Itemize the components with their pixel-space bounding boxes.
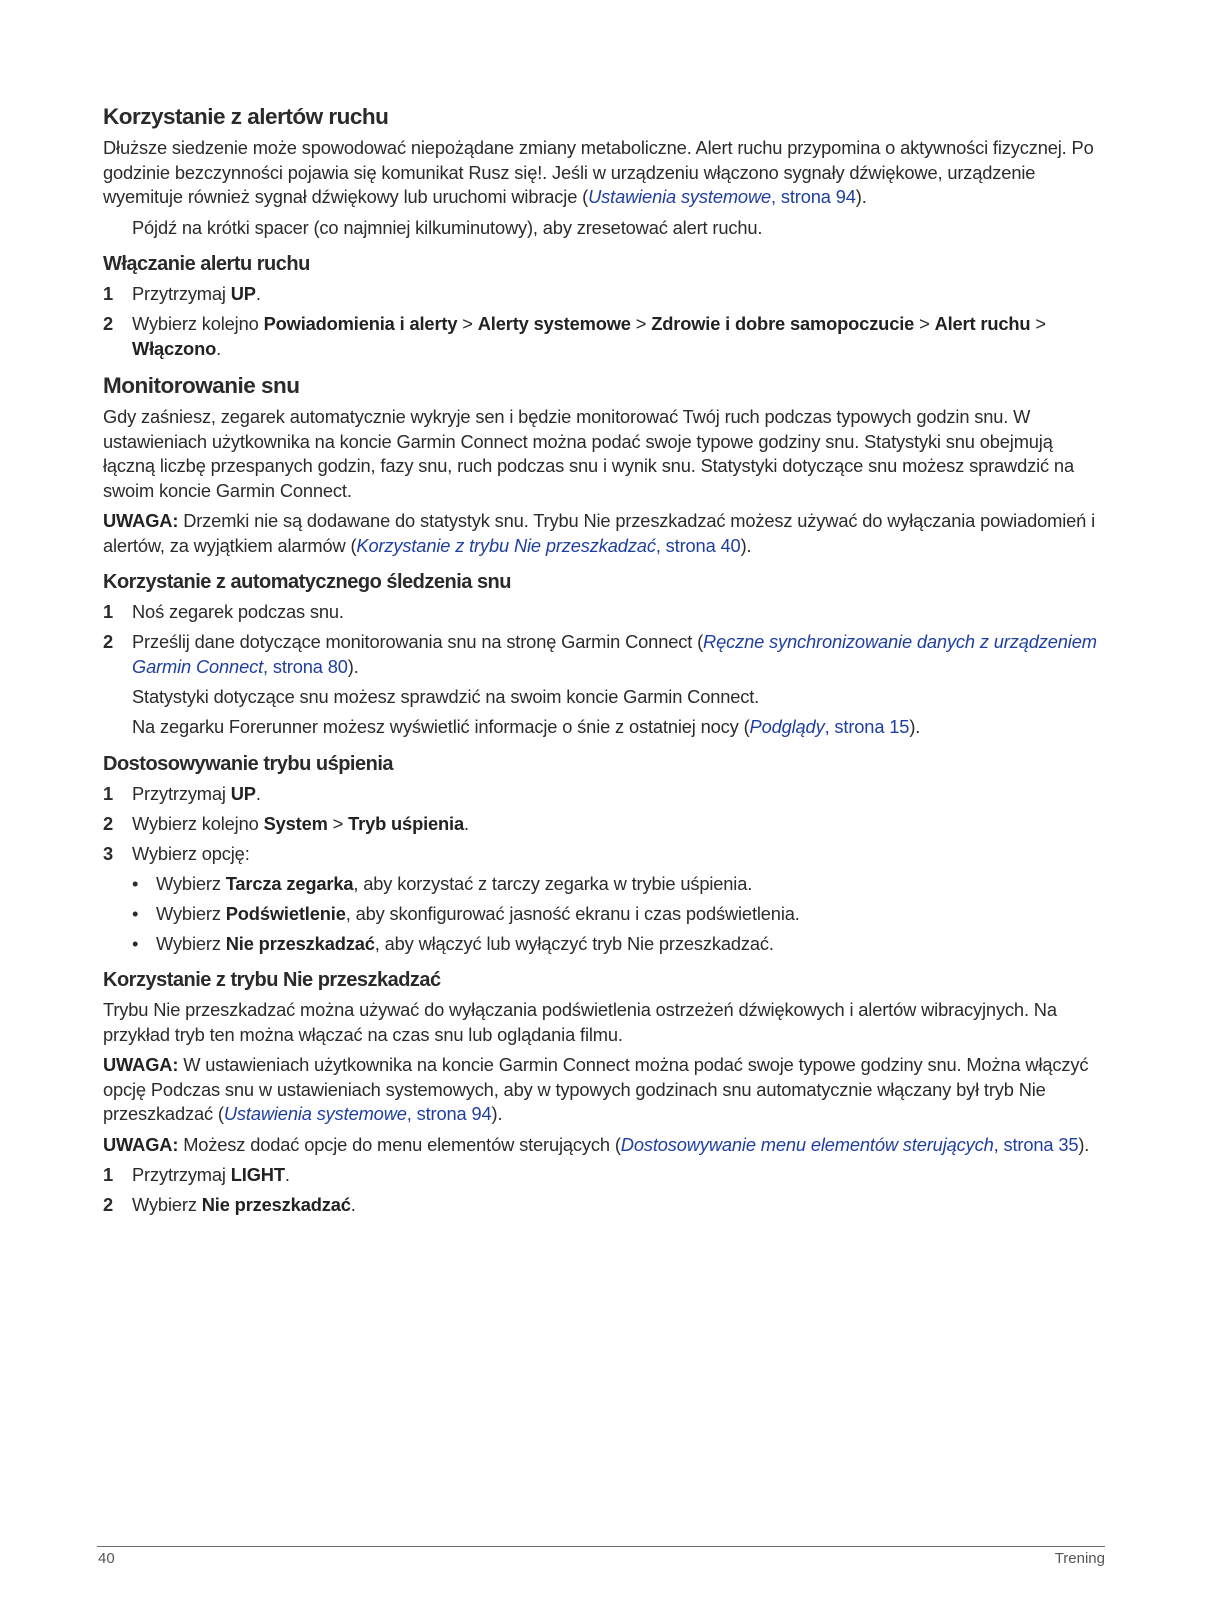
text-run: . bbox=[464, 812, 469, 834]
bold-text: Podświetlenie bbox=[225, 902, 346, 924]
step-item bbox=[103, 1163, 1108, 1188]
paragraph bbox=[103, 136, 1108, 210]
step-number: 1 bbox=[103, 283, 114, 304]
text-run: , aby skonfigurować jasność ekranu i czas podświetlenia. bbox=[345, 902, 800, 924]
text-run: . bbox=[350, 1194, 356, 1215]
step-item bbox=[103, 782, 1108, 807]
bold-text: UP bbox=[230, 782, 256, 804]
bullet-item bbox=[103, 932, 1108, 957]
bold-text: Tarcza zegarka bbox=[225, 872, 354, 894]
note-paragraph bbox=[103, 1053, 1108, 1127]
text-run: Wybierz opcję: bbox=[132, 842, 250, 864]
text-run: , aby włączyć lub wyłączyć tryb Nie przeszkadzać. bbox=[374, 932, 774, 954]
text-run: . bbox=[255, 782, 261, 804]
subsection-heading: Korzystanie z trybu Nie przeszkadzać bbox=[103, 969, 441, 991]
bullet-item bbox=[103, 902, 1108, 927]
step-item bbox=[103, 842, 1108, 867]
bullet-item bbox=[103, 872, 1108, 897]
subsection-heading: Włączanie alertu ruchu bbox=[103, 253, 310, 275]
text-run: Przytrzymaj bbox=[132, 1164, 231, 1185]
cross-reference-link[interactable]: Ręczne synchronizowanie danych z urządzeniem Garmin Connect bbox=[132, 631, 1097, 677]
text-run: Dłuższe siedzenie może spowodować niepożądane zmiany metaboliczne. Alert ruchu przypomina o aktywności fizycznej. Po godzinie bezczynności pojawia się komunikat Rusz się!. Jeśli w urządzeniu włączono sygnały dźwiękowe, urządzenie wyemituje również sygnał dźwiękowy lub uruchomi wibracje ( bbox=[103, 137, 1094, 207]
step-number: 2 bbox=[103, 313, 114, 334]
bold-text: UP bbox=[230, 283, 256, 304]
text-run: ). bbox=[347, 655, 359, 677]
step-item bbox=[103, 600, 1108, 625]
bold-text: Nie przeszkadzać bbox=[225, 932, 375, 954]
text-run: Przytrzymaj bbox=[132, 782, 231, 804]
text-run: Gdy zaśniesz, zegarek automatycznie wykryje sen i będzie monitorować Twój ruch podczas typowych godzin snu. W ustawieniach użytkownika na koncie Garmin Connect można podać swoje typowe godziny snu. Statystyki snu obejmują łączną liczbę przespanych godzin, fazy snu, ruch podczas snu i wynik snu. Statystyki dotyczące snu możesz sprawdzić na swoim koncie Garmin Connect. bbox=[103, 406, 1074, 501]
bold-text: System bbox=[263, 812, 328, 834]
cross-reference-link[interactable]: Ustawienia systemowe bbox=[588, 186, 772, 207]
text-run: ). bbox=[491, 1103, 503, 1124]
bold-text: UWAGA: bbox=[103, 1054, 179, 1075]
text-run: Trybu Nie przeszkadzać można używać do wyłączania podświetlenia ostrzeżeń dźwiękowych i alertów wibracyjnych. Na przykład tryb ten można włączać na czas snu lub oglądania filmu. bbox=[103, 999, 1057, 1045]
paragraph bbox=[103, 216, 1108, 241]
text-run: Przytrzymaj bbox=[132, 283, 231, 304]
text-run: > bbox=[327, 812, 349, 834]
cross-reference-link[interactable]: Ustawienia systemowe bbox=[223, 1103, 407, 1124]
footer-divider bbox=[97, 1546, 1105, 1547]
cross-reference-link[interactable]: , strona 94 bbox=[406, 1103, 492, 1124]
footer-section-title: Trening bbox=[1054, 1550, 1105, 1567]
text-run: . bbox=[284, 1164, 290, 1185]
bullet-icon: • bbox=[132, 902, 139, 924]
cross-reference-link[interactable]: , strona 35 bbox=[993, 1133, 1079, 1155]
bold-text: Alerty systemowe bbox=[477, 313, 631, 334]
text-run: Wybierz bbox=[156, 932, 226, 954]
step-number: 1 bbox=[103, 601, 114, 622]
bold-text: Powiadomienia i alerty bbox=[263, 313, 458, 334]
step-item bbox=[103, 282, 1108, 307]
bullet-icon: • bbox=[132, 872, 139, 894]
text-run: > bbox=[914, 313, 935, 334]
text-run: ). bbox=[909, 716, 921, 737]
text-run: > bbox=[1030, 313, 1046, 334]
step-item bbox=[103, 812, 1108, 837]
step-item bbox=[103, 1193, 1108, 1218]
text-run: Prześlij dane dotyczące monitorowania snu na stronę Garmin Connect ( bbox=[132, 631, 704, 652]
text-run: . bbox=[216, 337, 222, 359]
text-run: ). bbox=[855, 186, 867, 207]
text-run: ). bbox=[1078, 1133, 1090, 1155]
bold-text: UWAGA: bbox=[103, 1133, 179, 1155]
text-run: , aby korzystać z tarczy zegarka w trybie uśpienia. bbox=[353, 872, 753, 894]
bold-text: LIGHT bbox=[230, 1164, 285, 1185]
bold-text: Alert ruchu bbox=[934, 313, 1031, 334]
note-paragraph bbox=[103, 509, 1108, 558]
note-paragraph bbox=[103, 1133, 1108, 1158]
step-number: 1 bbox=[103, 1164, 114, 1185]
document-body bbox=[103, 104, 1108, 1223]
paragraph bbox=[103, 685, 1108, 710]
text-run: Pójdź na krótki spacer (co najmniej kilkuminutowy), aby zresetować alert ruchu. bbox=[132, 216, 763, 238]
step-number: 2 bbox=[103, 631, 114, 652]
section-heading: Korzystanie z alertów ruchu bbox=[103, 104, 389, 129]
bold-text: Zdrowie i dobre samopoczucie bbox=[651, 313, 915, 334]
paragraph bbox=[103, 715, 1108, 740]
text-run: Możesz dodać opcje do menu elementów sterujących ( bbox=[178, 1133, 621, 1155]
bold-text: UWAGA: bbox=[103, 510, 179, 531]
bold-text: Włączono bbox=[132, 337, 217, 359]
text-run: W ustawieniach użytkownika na koncie Garmin Connect można podać swoje typowe godziny snu. Można włączyć opcję Podczas snu w ustawieniach systemowych, aby w typowych godzinach snu automatycznie włączany był tryb Nie przeszkadzać ( bbox=[103, 1054, 1089, 1124]
text-run: Wybierz kolejno bbox=[132, 812, 264, 834]
paragraph bbox=[103, 405, 1108, 503]
text-run: . bbox=[255, 283, 261, 304]
bold-text: Nie przeszkadzać bbox=[201, 1194, 351, 1215]
paragraph bbox=[103, 998, 1108, 1047]
section-heading: Monitorowanie snu bbox=[103, 373, 300, 398]
bold-text: Tryb uśpienia bbox=[348, 812, 464, 834]
text-run: > bbox=[457, 313, 478, 334]
footer-page-number: 40 bbox=[98, 1550, 115, 1567]
bullet-icon: • bbox=[132, 932, 139, 954]
step-item bbox=[103, 630, 1108, 679]
step-item bbox=[103, 312, 1108, 361]
text-run: Wybierz bbox=[156, 872, 226, 894]
cross-reference-link[interactable]: , strona 94 bbox=[771, 186, 856, 207]
text-run: Drzemki nie są dodawane do statystyk snu. Trybu Nie przeszkadzać możesz używać do wyłączania powiadomień i alertów, za wyjątkiem alarmów ( bbox=[103, 510, 1095, 556]
cross-reference-link[interactable]: Podglądy bbox=[749, 716, 825, 737]
text-run: ). bbox=[740, 534, 752, 556]
step-number: 2 bbox=[103, 812, 114, 834]
text-run: Wybierz kolejno bbox=[132, 313, 264, 334]
text-run: Wybierz bbox=[132, 1194, 202, 1215]
text-run: Statystyki dotyczące snu możesz sprawdzić na swoim koncie Garmin Connect. bbox=[132, 685, 760, 707]
cross-reference-link[interactable]: , strona 80 bbox=[263, 655, 348, 677]
cross-reference-link[interactable]: Dostosowywanie menu elementów sterujących bbox=[620, 1133, 994, 1155]
text-run: Noś zegarek podczas snu. bbox=[132, 601, 344, 622]
subsection-heading: Dostosowywanie trybu uśpienia bbox=[103, 752, 394, 775]
step-number: 1 bbox=[103, 782, 114, 804]
text-run: Na zegarku Forerunner możesz wyświetlić informacje o śnie z ostatniej nocy ( bbox=[132, 716, 750, 737]
cross-reference-link[interactable]: , strona 15 bbox=[824, 716, 910, 737]
step-number: 3 bbox=[103, 842, 114, 864]
cross-reference-link[interactable]: , strona 40 bbox=[655, 534, 741, 556]
cross-reference-link[interactable]: Korzystanie z trybu Nie przeszkadzać bbox=[356, 534, 656, 556]
text-run: Wybierz bbox=[156, 902, 226, 924]
subsection-heading: Korzystanie z automatycznego śledzenia snu bbox=[103, 571, 511, 593]
text-run: > bbox=[630, 313, 652, 334]
step-number: 2 bbox=[103, 1194, 114, 1215]
